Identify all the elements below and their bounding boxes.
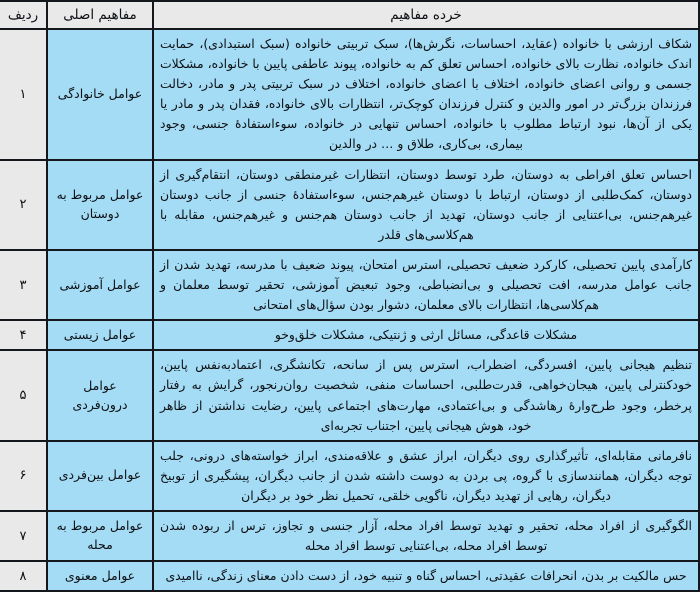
cell-sub-concepts: نافرمانی مقابله‌ای، تأثیرگذاری روی دیگران، ابراز عشق و علاقه‌مندی، ابراز خواسته‌های درونی، جلب توجه دیگران، همانندسازی با گروه، پی بردن به دوست داشته شدن از جانب دیگران، پیشگیری از توبیخ دیگران، رهایی از تهدید دیگران، ناگویی خلقی، تحمیل نظر خود بر دیگران bbox=[153, 441, 699, 511]
column-header-main-concepts: مفاهیم اصلی bbox=[47, 1, 153, 29]
cell-row-index: ۷ bbox=[0, 511, 47, 561]
cell-row-index: ۲ bbox=[0, 160, 47, 250]
cell-row-index: ۱ bbox=[0, 29, 47, 160]
cell-sub-concepts: احساس تعلق افراطی به دوستان، طرد توسط دوستان، انتظارات غیرمنطقی دوستان، انتقام‌گیری از دوستان، کمک‌طلبی از دوستان، ارتباط با دوستان غیرهم‌جنس، سوءاستفادهٔ جنسی از جانب دوستان غیرهم‌جنس، بی‌اعتنایی از جانب دوستان، تهدید از جانب دوستان هم‌جنس و غیرهم‌جنس، مقابله با هم‌کلاسی‌های قلدر bbox=[153, 160, 699, 250]
cell-main-concept: عوامل مربوط به محله bbox=[47, 511, 153, 561]
cell-sub-concepts: حس مالکیت بر بدن، انحرافات عقیدتی، احساس گناه و تنبیه خود، از دست دادن معنای زندگی، ناامیدی bbox=[153, 561, 699, 591]
cell-row-index: ۳ bbox=[0, 250, 47, 320]
table-row bbox=[0, 561, 699, 591]
cell-main-concept: عوامل زیستی bbox=[47, 320, 153, 350]
column-header-sub-concepts: خرده مفاهیم bbox=[153, 1, 699, 29]
table-row bbox=[0, 160, 699, 250]
cell-main-concept: عوامل بین‌فردی bbox=[47, 441, 153, 511]
table-row bbox=[0, 320, 699, 350]
cell-sub-concepts: شکاف ارزشی با خانواده (عقاید، احساسات، نگرش‌ها)، سبک تربیتی خانواده (سبک استبدادی)، حمایت اندک خانواده، نظارت بالای خانواده، احساس تعلق کم به خانواده، پیوند عاطفی پایین با خانواده، مشکلات جسمی و روانی اعضای خانواده، اختلاف با اعضای خانواده، اختلاف در سبک تربیتی پدر و مادر، دخالت فرزندان بزرگ‌تر در امور والدین و کنترل فرزندان کوچک‌تر، انتظارات بالای خانواده، فقدان پدر و مادر یا یکی از آن‌ها، نبود ارتباط مطلوب با خانواده، احساس تنهایی در خانواده، سوءاستفادهٔ جنسی، وجود بیماری، بی‌کاری، طلاق و … در والدین bbox=[153, 29, 699, 160]
table-row bbox=[0, 511, 699, 561]
table-body bbox=[0, 29, 699, 591]
cell-main-concept: عوامل خانوادگی bbox=[47, 29, 153, 160]
cell-row-index: ۶ bbox=[0, 441, 47, 511]
cell-sub-concepts: تنظیم هیجانی پایین، افسردگی، اضطراب، استرس پس از سانحه، تکانشگری، اعتمادبه‌نفس پایین، خودکنترلی پایین، هیجان‌خواهی، قدرت‌طلبی، احساسات منفی، شخصیت روان‌رنجور، گرایش به رفتار پرخطر، وجود طرح‌وارهٔ رهاشدگی و بی‌اعتمادی، مهارت‌های اجتماعی پایین، رضایت نداشتن از ظاهر خود، هوش هیجانی پایین، اجتناب تجربه‌ای bbox=[153, 350, 699, 440]
table-header-row bbox=[0, 1, 699, 29]
cell-sub-concepts: الگوگیری از افراد محله، تحقیر و تهدید توسط افراد محله، آزار جنسی و تجاوز، ترس از ربوده شدن توسط افراد محله، بی‌اعتنایی توسط افراد محله bbox=[153, 511, 699, 561]
cell-main-concept: عوامل مربوط به دوستان bbox=[47, 160, 153, 250]
column-header-index: ردیف bbox=[0, 1, 47, 29]
cell-main-concept: عوامل درون‌فردی bbox=[47, 350, 153, 440]
cell-row-index: ۵ bbox=[0, 350, 47, 440]
table-row bbox=[0, 350, 699, 440]
cell-row-index: ۸ bbox=[0, 561, 47, 591]
table-row bbox=[0, 250, 699, 320]
table-header bbox=[0, 1, 699, 29]
table-row bbox=[0, 29, 699, 160]
cell-sub-concepts: مشکلات قاعدگی، مسائل ارثی و ژنتیکی، مشکلات خلق‌وخو bbox=[153, 320, 699, 350]
cell-sub-concepts: کارآمدی پایین تحصیلی، کارکرد ضعیف تحصیلی، استرس امتحان، پیوند ضعیف با مدرسه، تهدید شدن از جانب عوامل مدرسه، افت تحصیلی و بی‌انضباطی، وجود تبعیض آموزشی، تحقیر توسط معلمان و هم‌کلاسی‌ها، انتظارات بالای معلمان، دشوار بودن سؤال‌های امتحانی bbox=[153, 250, 699, 320]
cell-main-concept: عوامل آموزشی bbox=[47, 250, 153, 320]
table-row bbox=[0, 441, 699, 511]
cell-main-concept: عوامل معنوی bbox=[47, 561, 153, 591]
cell-row-index: ۴ bbox=[0, 320, 47, 350]
